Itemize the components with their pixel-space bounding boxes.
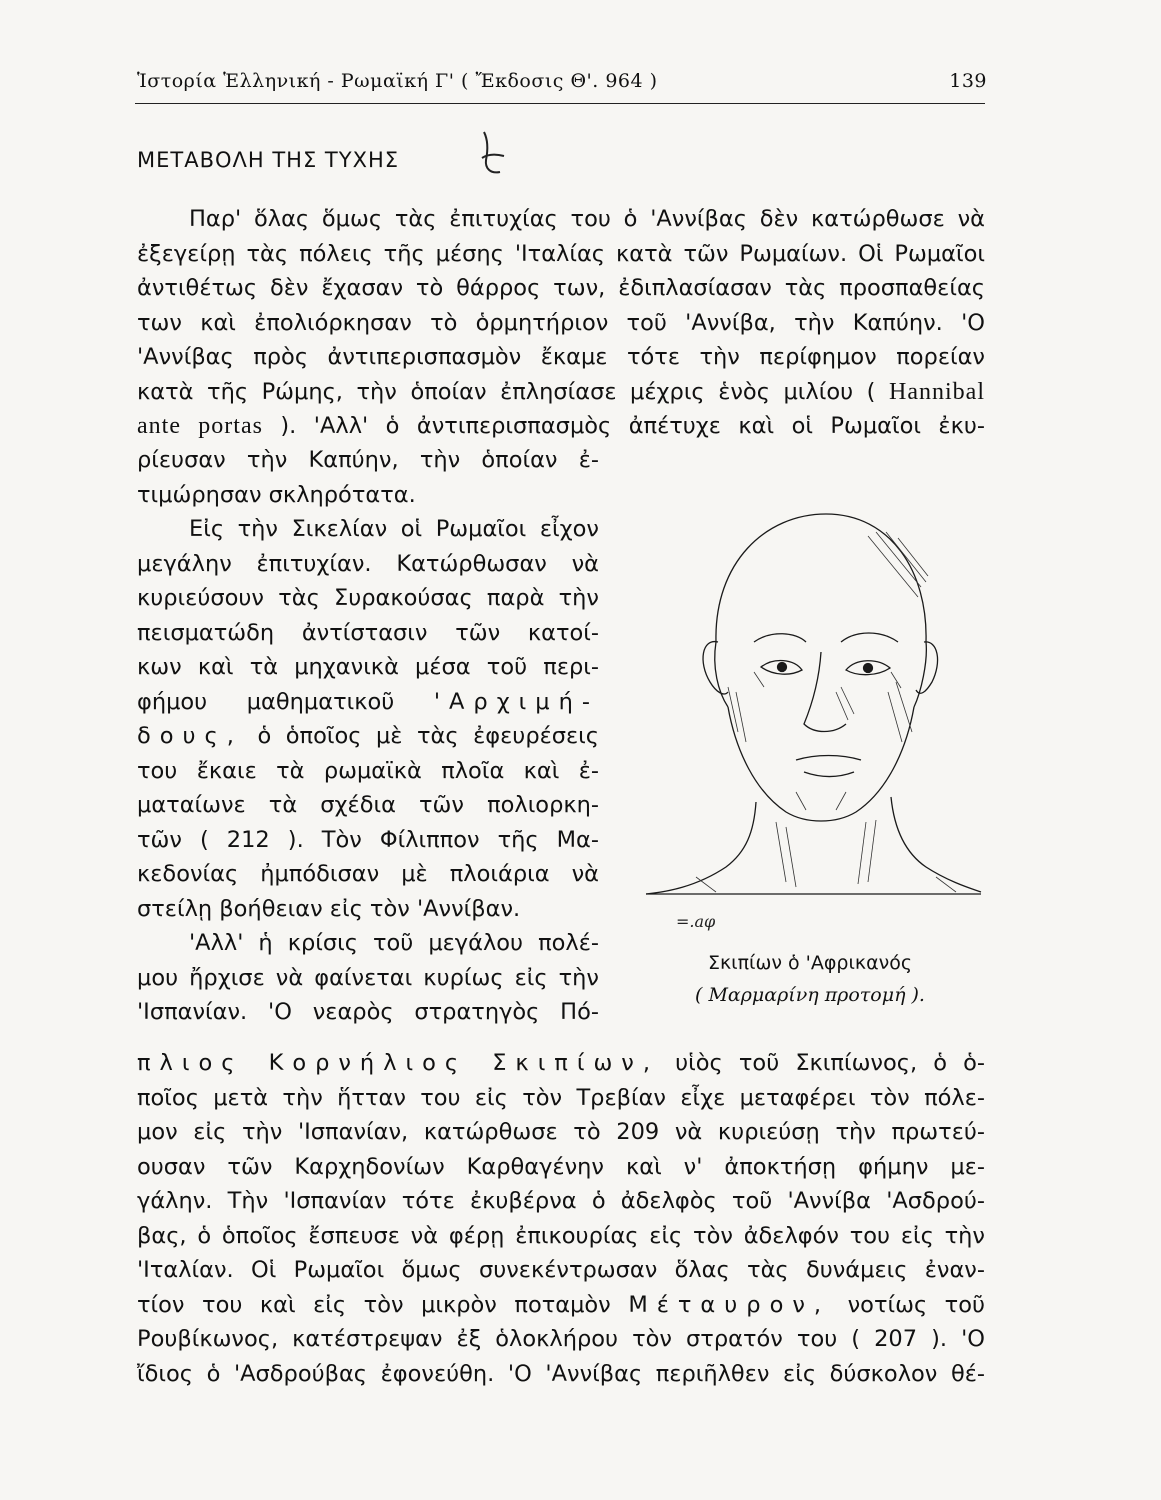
text-line: τιμώρησαν σκληρότατα. xyxy=(137,481,416,508)
person-name: πλιος Κορνήλιος Σκιπίων, xyxy=(137,1050,660,1076)
text-line: μον εἰς τὴν 'Ισπανίαν, κατώρθωσε τὸ 209 νὰ κυριεύσῃ τὴν πρωτεύ- xyxy=(137,1119,985,1145)
text-line xyxy=(137,1288,985,1323)
person-name: 'Αρχιμή- xyxy=(433,688,599,715)
text-line: τῶν ( 212 ). Τὸν Φίλιππον τῆς Μα- xyxy=(137,826,599,853)
running-header xyxy=(137,70,987,92)
text-line: 'Αλλ' ἡ κρίσις τοῦ μεγάλου πολέ- xyxy=(189,930,599,956)
running-title: Ἱστορία Ἑλληνική - Ρωμαϊκή Γ' ( Ἔκδοσις Θ'. 964 ) xyxy=(137,70,658,92)
text-line: Εἰς τὴν Σικελίαν οἱ Ρωμαῖοι εἶχον xyxy=(189,516,599,542)
text-fragment: κατὰ τῆς Ρώμης, τὴν ὁποίαν ἐπλησίασε μέχρις ἑνὸς μιλίου ( xyxy=(137,378,876,405)
text-fragment: ). 'Αλλ' ὁ ἀντιπερισπασμὸς ἀπέτυχε καὶ οἱ Ρωμαῖοι ἐκυ- xyxy=(280,413,985,439)
paragraph-3 xyxy=(137,1046,985,1391)
text-fragment: νοτίως τοῦ xyxy=(847,1291,985,1318)
text-line xyxy=(137,1046,985,1081)
latin-phrase: ante portas xyxy=(137,413,263,439)
text-fragment: υἱὸς τοῦ Σκιπίωνος, ὁ ὁ- xyxy=(675,1050,985,1076)
person-name: δους, xyxy=(137,723,243,749)
text-line xyxy=(137,375,985,410)
text-line: 'Ισπανίαν. 'Ο νεαρὸς στρατηγὸς Πό- xyxy=(137,999,599,1025)
text-line: στείλῃ βοήθειαν εἰς τὸν 'Αννίβαν. xyxy=(137,895,521,922)
header-rule xyxy=(135,103,985,104)
latin-phrase: Hannibal xyxy=(889,378,985,405)
text-line: Ρουβίκωνος, κατέστρεψαν ἐξ ὁλοκλήρου τὸν στρατόν του ( 207 ). 'Ο xyxy=(137,1326,985,1352)
text-line: μεγάλην ἐπιτυχίαν. Κατώρθωσαν νὰ xyxy=(137,550,599,577)
text-fragment: τίον του καὶ εἰς τὸν μικρὸν ποταμὸν xyxy=(137,1291,611,1318)
handwritten-mark-icon xyxy=(478,128,508,178)
text-line: γάλην. Τὴν 'Ισπανίαν τότε ἐκυβέρνα ὁ ἀδελφὸς τοῦ 'Αννίβα 'Ασδρού- xyxy=(137,1188,985,1214)
river-name: Μέταυρον, xyxy=(628,1291,831,1318)
text-line: 'Ιταλίαν. Οἱ Ρωμαῖοι ὅμως συνεκέντρωσαν ὅλας τὰς δυνάμεις ἐναν- xyxy=(137,1257,985,1283)
text-fragment: ὁ ὁποῖος μὲ τὰς ἐφευρέσεις xyxy=(257,723,599,749)
caption-subtitle: ( Μαρμαρίνη προτομή ). xyxy=(695,984,925,1006)
text-line: ματαίωνε τὰ σχέδια τῶν πολιορκη- xyxy=(137,792,599,818)
text-line: ἴδιος ὁ 'Ασδρούβας ἐφονεύθη. 'Ο 'Αννίβας περιῆλθεν εἰς δύσκολον θέ- xyxy=(137,1360,985,1387)
text-line: ποῖος μετὰ τὴν ἥτταν του εἰς τὸν Τρεβίαν εἶχε μεταφέρει τὸν πόλε- xyxy=(137,1084,985,1111)
text-fragment: ουσαν τῶν Καρχηδονίων xyxy=(137,1153,445,1180)
text-line: 'Αννίβας πρὸς ἀντιπερισπασμὸν ἔκαμε τότε τὴν περίφημον πορείαν xyxy=(137,344,985,370)
text-line: κυριεύσουν τὰς Συρακούσας παρὰ τὴν xyxy=(137,585,599,611)
paragraph-1 xyxy=(137,202,985,444)
svg-text:=.aφ: =.aφ xyxy=(676,912,716,931)
text-line: Παρ' ὅλας ὅμως τὰς ἐπιτυχίας του ὁ 'Αννίβας δὲν κατώρθωσε νὰ xyxy=(189,206,985,232)
text-fragment: καὶ ν' ἀποκτήσῃ φήμην με- xyxy=(625,1153,985,1180)
place-name: Καρθαγένην xyxy=(466,1153,604,1180)
text-line: πεισματώδη ἀντίστασιν τῶν κατοί- xyxy=(137,619,599,646)
left-column-text xyxy=(137,443,599,1030)
text-line: βας, ὁ ὁποῖος ἔσπευσε νὰ φέρῃ ἐπικουρίας εἰς τὸν ἀδελφόν του εἰς τὴν xyxy=(137,1222,985,1249)
text-line xyxy=(137,409,985,444)
figure-caption xyxy=(672,947,948,1011)
text-line xyxy=(137,1150,985,1185)
text-line: ἐξεγείρῃ τὰς πόλεις τῆς μέσης 'Ιταλίας κατὰ τῶν Ρωμαίων. Οἱ Ρωμαῖοι xyxy=(137,240,985,267)
text-line xyxy=(137,719,599,754)
scipio-bust-illustration xyxy=(636,492,988,932)
text-line: των καὶ ἐπολιόρκησαν τὸ ὁρμητήριον τοῦ 'Αννίβα, τὴν Καπύην. 'Ο xyxy=(137,309,985,336)
text-line: ρίευσαν τὴν Καπύην, τὴν ὁποίαν ἐ- xyxy=(137,447,599,473)
page-number: 139 xyxy=(949,70,987,92)
text-line: μου ἤρχισε νὰ φαίνεται κυρίως εἰς τὴν xyxy=(137,964,599,991)
section-title: ΜΕΤΑΒΟΛΗ ΤΗΣ ΤΥΧΗΣ xyxy=(137,148,400,172)
text-line: κων καὶ τὰ μηχανικὰ μέσα τοῦ περι- xyxy=(137,654,599,680)
text-fragment: φήμου μαθηματικοῦ xyxy=(137,688,395,715)
caption-title: Σκιπίων ὁ 'Αφρικανός xyxy=(707,952,913,974)
text-line: του ἔκαιε τὰ ρωμαϊκὰ πλοῖα καὶ ἐ- xyxy=(137,757,599,784)
text-line: κεδονίας ἠμπόδισαν μὲ πλοιάρια νὰ xyxy=(137,861,599,887)
text-line xyxy=(137,685,599,720)
text-line: ἀντιθέτως δὲν ἔχασαν τὸ θάρρος των, ἐδιπλασίασαν τὰς προσπαθείας xyxy=(137,275,985,301)
